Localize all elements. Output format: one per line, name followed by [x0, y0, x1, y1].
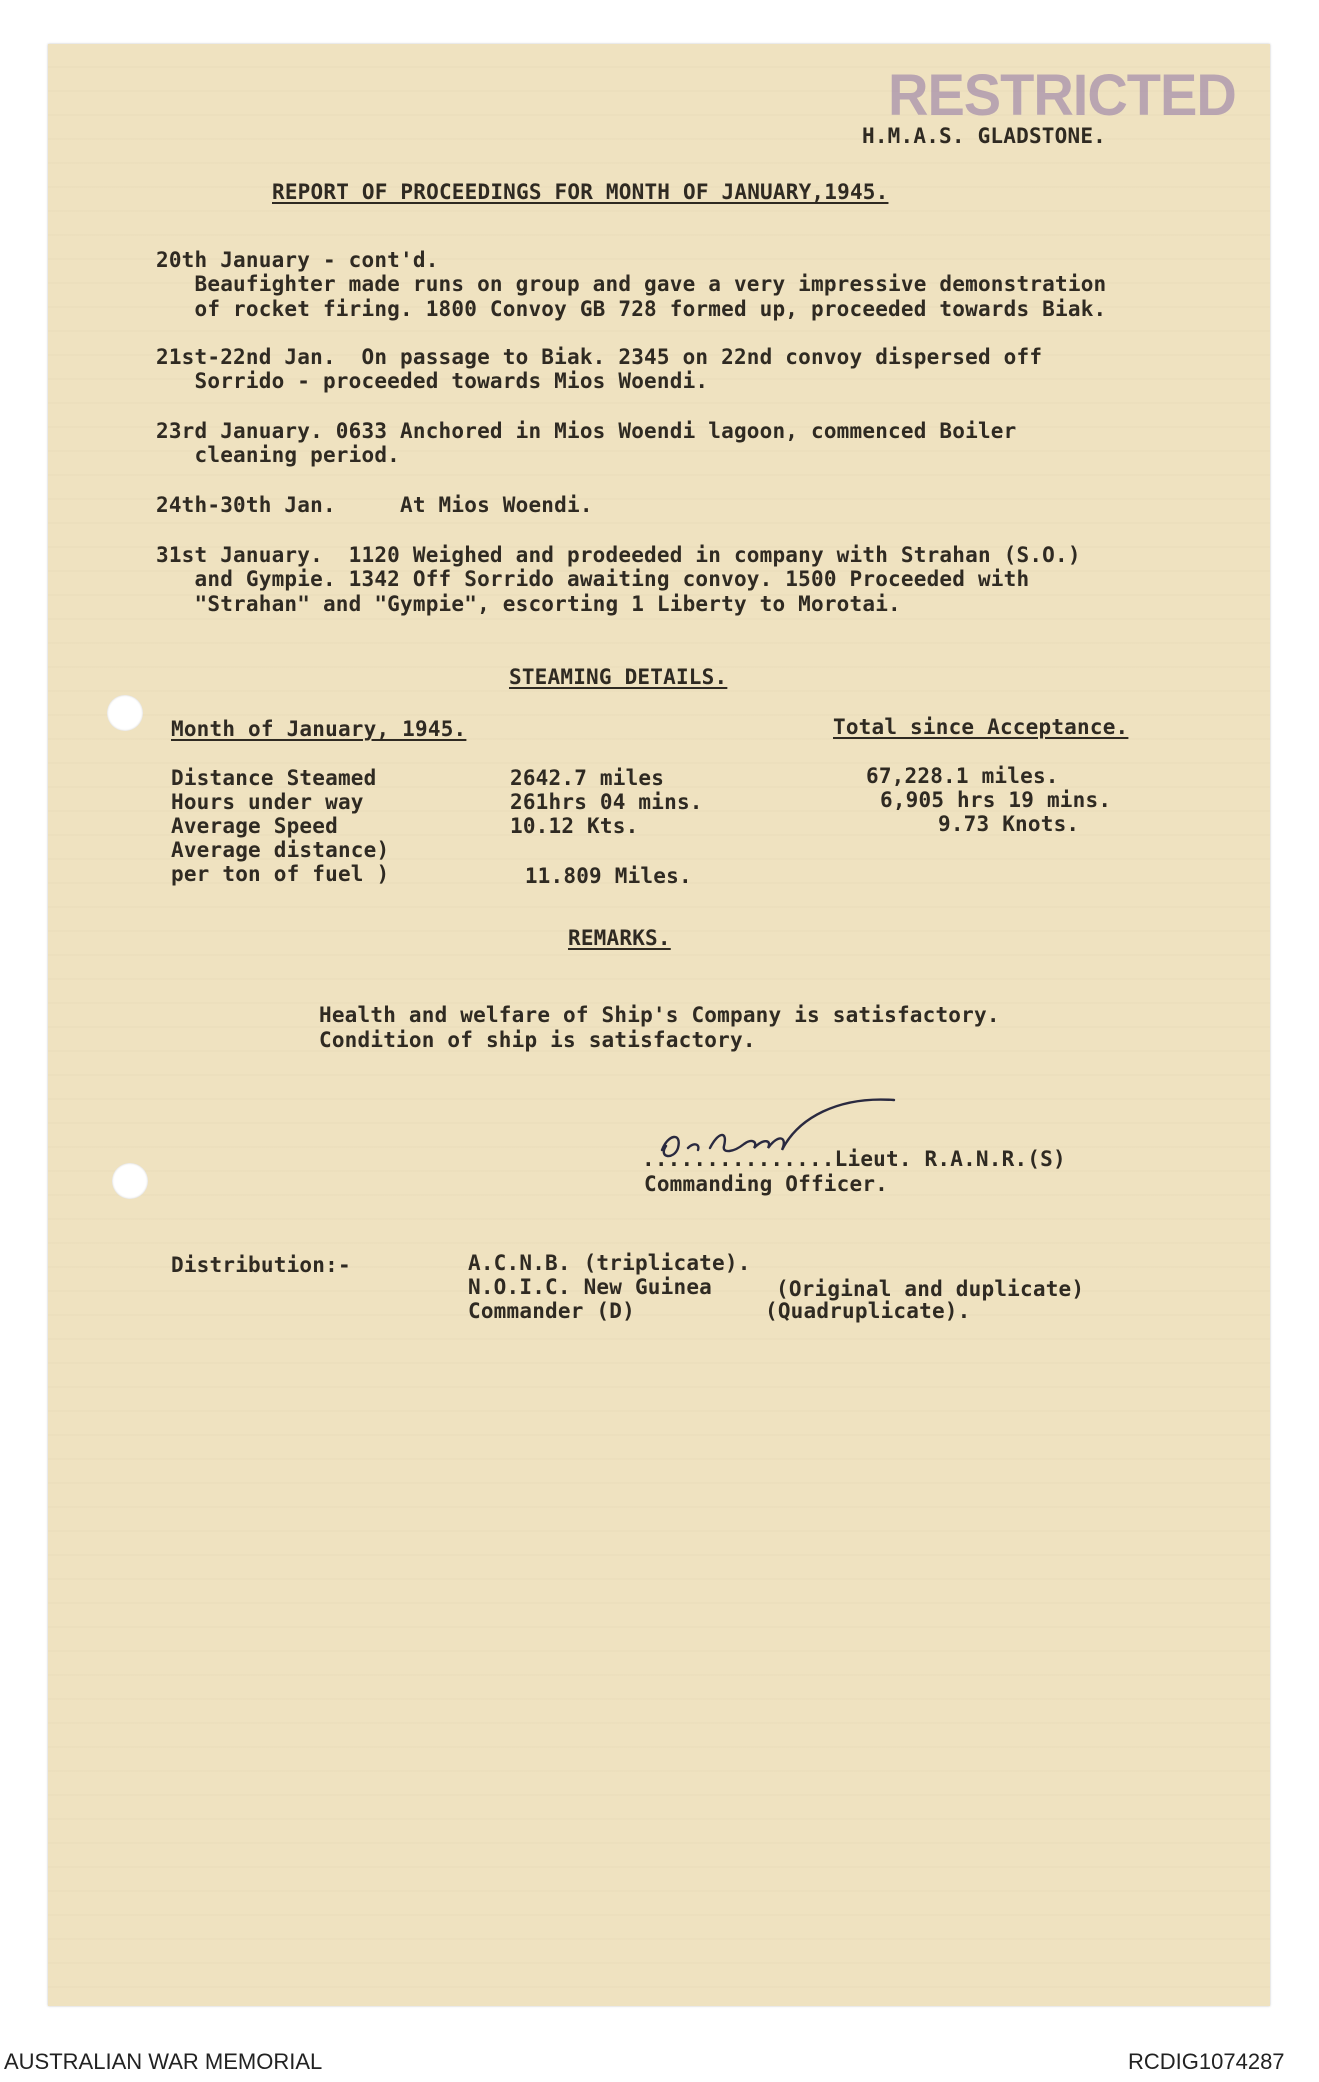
punch-hole [112, 1163, 148, 1199]
entry-line: "Strahan" and "Gympie", escorting 1 Liberty to Morotai. [156, 592, 901, 616]
remarks-heading: REMARKS. [568, 926, 671, 950]
steaming-label: Distance Steamed [171, 766, 377, 790]
remarks-line: Health and welfare of Ship's Company is satisfactory. [319, 1003, 1000, 1027]
steaming-total-value: 67,228.1 miles. [866, 764, 1059, 788]
entry-line: 31st January. 1120 Weighed and prodeeded in company with Strahan (S.O.) [156, 543, 1081, 567]
month-heading: Month of January, 1945. [171, 717, 467, 741]
distribution-item: Commander (D) [468, 1299, 635, 1323]
entry-line: Sorrido - proceeded towards Mios Woendi. [156, 369, 709, 393]
steaming-total-value: 6,905 hrs 19 mins. [880, 788, 1112, 812]
entry-line: 20th January - cont'd. [156, 248, 439, 272]
distribution-item: N.O.I.C. New Guinea [468, 1275, 713, 1299]
report-title: REPORT OF PROCEEDINGS FOR MONTH OF JANUARY,1945. [272, 180, 889, 204]
steaming-label: Average Speed [171, 814, 338, 838]
punch-hole [107, 695, 143, 731]
entry-line: 21st-22nd Jan. On passage to Biak. 2345 on 22nd convoy dispersed off [156, 345, 1043, 369]
ship-name: H.M.A.S. GLADSTONE. [862, 124, 1107, 148]
distribution-note: (Quadruplicate). [765, 1299, 971, 1323]
entry-line: Beaufighter made runs on group and gave a very impressive demonstration [156, 272, 1107, 296]
total-heading: Total since Acceptance. [833, 715, 1129, 739]
entry-line: 24th-30th Jan. At Mios Woendi. [156, 493, 593, 517]
restricted-stamp: RESTRICTED [888, 61, 1236, 128]
steaming-total-value: 9.73 Knots. [938, 812, 1080, 836]
signature-role: Commanding Officer. [644, 1172, 889, 1196]
entry-line: cleaning period. [156, 443, 401, 467]
footer-institution: AUSTRALIAN WAR MEMORIAL [4, 2049, 323, 2074]
distribution-label: Distribution:- [171, 1253, 351, 1277]
steaming-label: Hours under way [171, 790, 364, 814]
distribution-note: (Original and duplicate) [776, 1277, 1085, 1301]
steaming-month-value: 2642.7 miles [510, 766, 665, 790]
steaming-label: Average distance) [171, 838, 390, 862]
signature-line: ...............Lieut. R.A.N.R.(S) [642, 1147, 1066, 1171]
remarks-line: Condition of ship is satisfactory. [319, 1028, 756, 1052]
entry-line: of rocket firing. 1800 Convoy GB 728 formed up, proceeded towards Biak. [156, 297, 1107, 321]
footer-record-id: RCDIG1074287 [1128, 2049, 1285, 2074]
steaming-label: per ton of fuel ) [171, 862, 390, 886]
entry-line: and Gympie. 1342 Off Sorrido awaiting convoy. 1500 Proceeded with [156, 567, 1030, 591]
steaming-month-value: 10.12 Kts. [510, 814, 639, 838]
entry-line: 23rd January. 0633 Anchored in Mios Woendi lagoon, commenced Boiler [156, 419, 1017, 443]
steaming-month-value: 261hrs 04 mins. [510, 790, 703, 814]
steaming-heading: STEAMING DETAILS. [509, 665, 728, 689]
distribution-item: A.C.N.B. (triplicate). [468, 1251, 751, 1275]
steaming-month-value: 11.809 Miles. [512, 864, 692, 888]
